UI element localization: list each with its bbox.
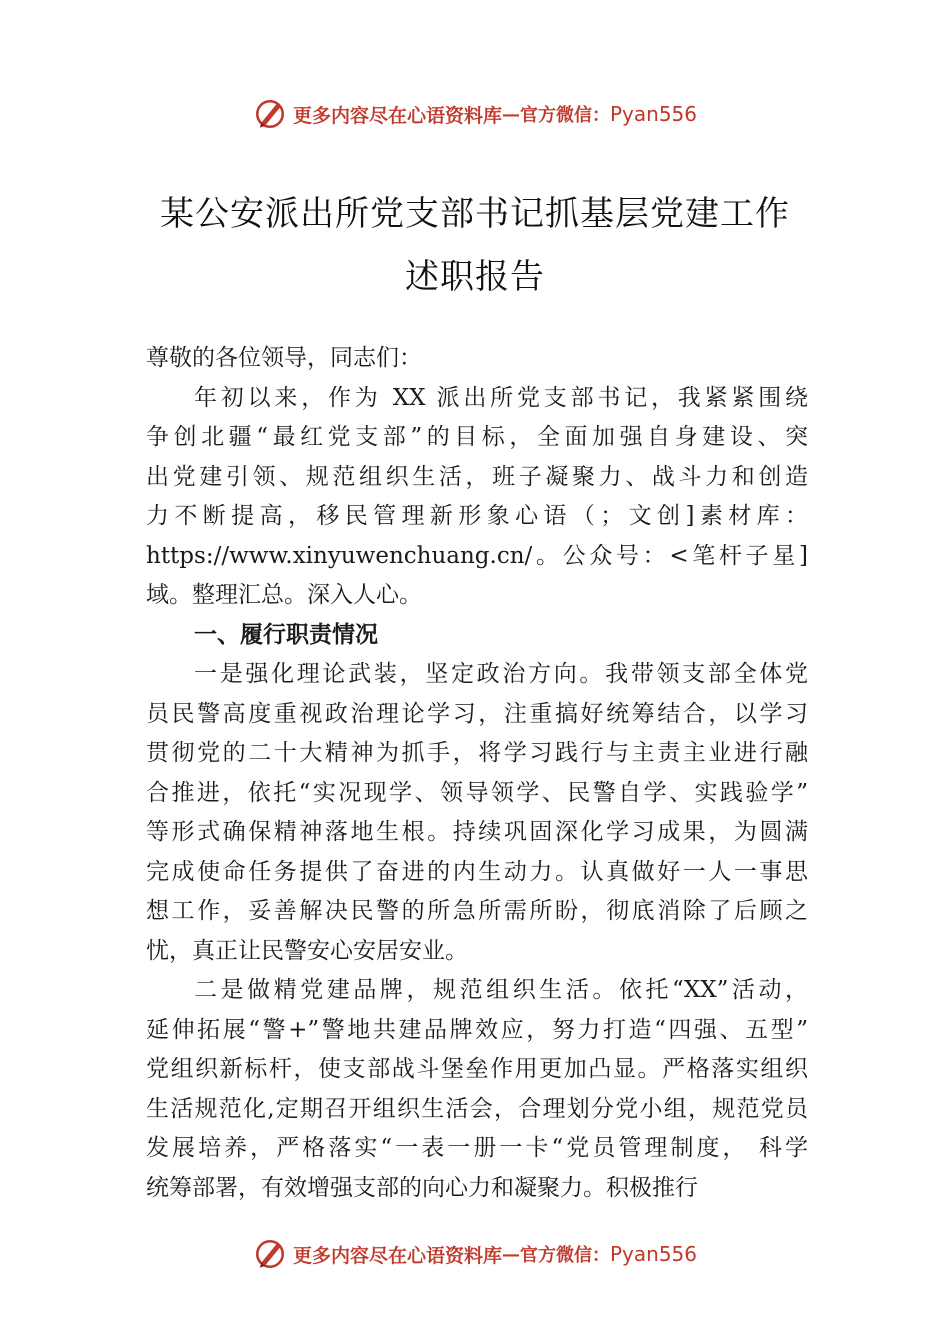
banner-brand: 更多内容尽在心语资料库 bbox=[292, 1244, 502, 1267]
paragraph-line: 党组织新标杆，使支部战斗堡垒作用更加凸显。严格落实组织 bbox=[146, 1056, 808, 1082]
salutation: 尊敬的各位领导，同志们： bbox=[146, 345, 422, 371]
pen-logo-icon bbox=[253, 1237, 287, 1271]
page-title: 某公安派出所党支部书记抓基层党建工作 bbox=[160, 194, 790, 234]
paragraph-line: 想工作，妥善解决民警的所急所需所盼，彻底消除了后顾之 bbox=[146, 898, 808, 924]
header-banner bbox=[0, 92, 950, 136]
paragraph-line: 统筹部署，有效增强支部的向心力和凝聚力。积极推行 bbox=[146, 1174, 698, 1201]
paragraph-line: 争创北疆“最红党支部”的目标，全面加强自身建设、突 bbox=[146, 424, 808, 450]
paragraph-line: 力不断提高，移民管理新形象心语（；文创]素材库： bbox=[146, 503, 808, 529]
paragraph-line: 贯彻党的二十大精神为抓手，将学习践行与主责主业进行融 bbox=[146, 740, 808, 766]
paragraph-line: 二是做精党建品牌，规范组织生活。依托“XX”活动， bbox=[194, 977, 808, 1003]
paragraph-line: https://www.xinyuwenchuang.cn/。公众号：<笔杆子星] bbox=[146, 542, 808, 569]
banner-contact-label: 官方微信： bbox=[520, 105, 610, 126]
paragraph-line: 员民警高度重视政治理论学习，注重搞好统筹结合，以学习 bbox=[146, 700, 808, 727]
banner-brand: 更多内容尽在心语资料库 bbox=[292, 104, 502, 127]
paragraph-line: 发展培养，严格落实“一表一册一卡“党员管理制度， 科学 bbox=[146, 1135, 808, 1161]
paragraph-line: 年初以来，作为 XX 派出所党支部书记，我紧紧围绕 bbox=[194, 384, 808, 411]
paragraph-line: 出党建引领、规范组织生活，班子凝聚力、战斗力和创造 bbox=[146, 463, 808, 490]
paragraph-line: 等形式确保精神落地生根。持续巩固深化学习成果，为圆满 bbox=[146, 819, 808, 845]
banner-contact-label: 官方微信： bbox=[520, 1245, 610, 1266]
pen-logo-icon bbox=[253, 97, 287, 131]
page-subtitle: 述职报告 bbox=[405, 257, 545, 297]
paragraph-line: 生活规范化,定期召开组织生活会，合理划分党小组，规范党员 bbox=[146, 1095, 808, 1122]
paragraph-line: 忧，真正让民警安心安居安业。 bbox=[146, 937, 468, 964]
section-heading: 一、履行职责情况 bbox=[194, 621, 378, 648]
footer-banner bbox=[0, 1232, 950, 1276]
document-body bbox=[146, 339, 808, 1208]
paragraph-line: 延伸拓展“警+”警地共建品牌效应，努力打造“四强、五型” bbox=[146, 1016, 808, 1043]
banner-dash: — bbox=[502, 1243, 520, 1265]
paragraph-line: 合推进，依托“实况现学、领导领学、民警自学、实践验学” bbox=[146, 779, 808, 806]
paragraph-line: 一是强化理论武装，坚定政治方向。我带领支部全体党 bbox=[194, 661, 808, 687]
banner-handle: Pyan556 bbox=[610, 102, 698, 126]
banner-dash: — bbox=[502, 103, 520, 125]
paragraph-line: 完成使命任务提供了奋进的内生动力。认真做好一人一事思 bbox=[146, 858, 808, 885]
banner-handle: Pyan556 bbox=[610, 1242, 698, 1266]
paragraph-line: 域。整理汇总。深入人心。 bbox=[146, 582, 422, 608]
